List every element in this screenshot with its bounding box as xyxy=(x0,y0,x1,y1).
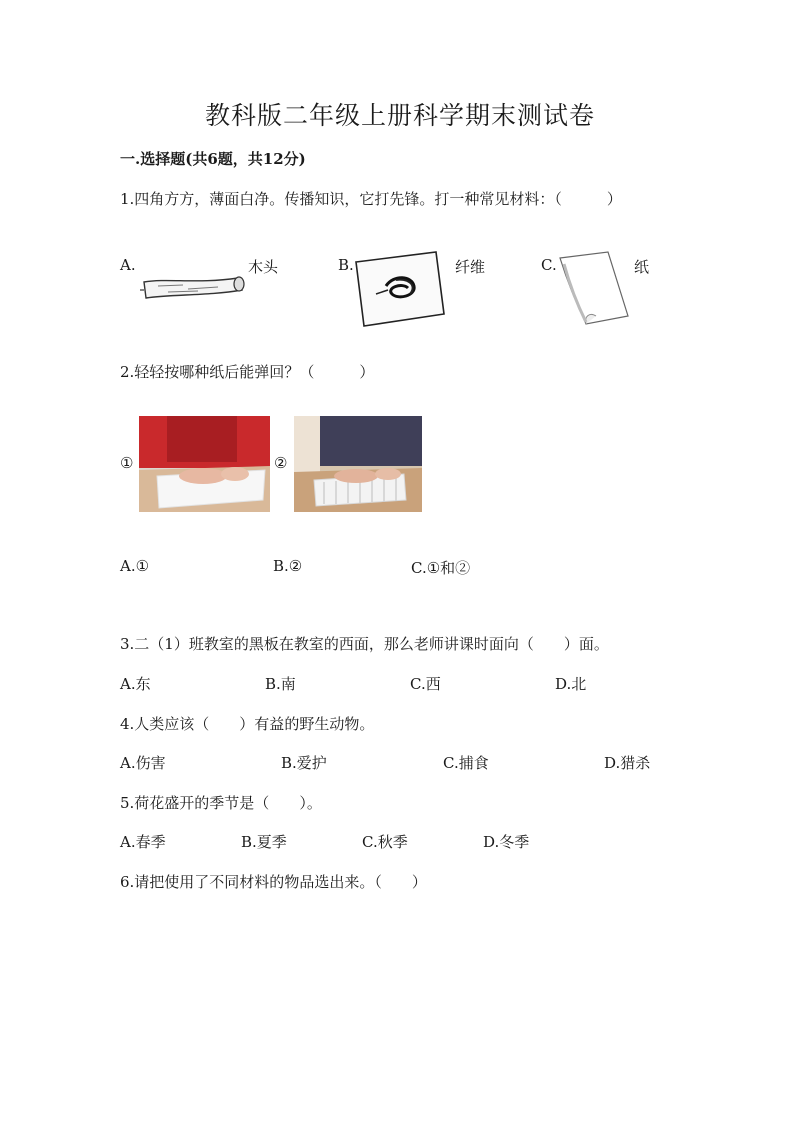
q1-option-b-label: 纤维 xyxy=(455,258,486,276)
wooden-log-image xyxy=(138,272,246,302)
question-5-text: 5.荷花盛开的季节是（ ）。 xyxy=(120,794,322,812)
section-heading: 一.选择题(共6题，共12分) xyxy=(120,150,306,168)
q1-option-b-letter: B. xyxy=(338,256,354,274)
q4-option-b: B.爱护 xyxy=(281,754,327,772)
q5-option-c: C.秋季 xyxy=(362,833,408,851)
q4-option-a: A.伤害 xyxy=(120,754,166,772)
q2-option-c: C.①和② xyxy=(411,559,471,577)
pressing-folded-paper-image xyxy=(294,416,422,512)
question-1-text: 1.四角方方，薄面白净。传播知识，它打先锋。打一种常见材料：（ ） xyxy=(120,190,622,208)
q1-option-c-label: 纸 xyxy=(634,258,650,276)
q1-option-a-letter: A. xyxy=(120,256,136,274)
q3-option-a: A.东 xyxy=(120,675,151,693)
paper-sheet-image xyxy=(556,250,632,326)
q3-option-c: C.西 xyxy=(410,675,441,693)
question-4-text: 4.人类应该（ ）有益的野生动物。 xyxy=(120,715,375,733)
fiber-swatch-image xyxy=(352,250,448,328)
q3-option-d: D.北 xyxy=(555,675,587,693)
q5-option-b: B.夏季 xyxy=(241,833,287,851)
q2-option-a: A.① xyxy=(120,557,150,575)
question-3-text: 3.二（1）班教室的黑板在教室的西面，那么老师讲课时面向（ ）面。 xyxy=(120,635,609,653)
question-6-text: 6.请把使用了不同材料的物品选出来。（ ） xyxy=(120,873,427,891)
pressing-flat-paper-image xyxy=(139,416,270,512)
figure-1-marker: ① xyxy=(120,454,134,472)
q1-option-c-letter: C. xyxy=(541,256,557,274)
q4-option-c: C.捕食 xyxy=(443,754,489,772)
q2-option-b: B.② xyxy=(273,557,303,575)
question-2-text: 2.轻轻按哪种纸后能弹回？（ ） xyxy=(120,363,375,381)
q4-option-d: D.猎杀 xyxy=(604,754,651,772)
q5-option-d: D.冬季 xyxy=(483,833,530,851)
q3-option-b: B.南 xyxy=(265,675,296,693)
figure-2-marker: ② xyxy=(274,454,288,472)
q1-option-a-label: 木头 xyxy=(248,258,279,276)
page-title: 教科版二年级上册科学期末测试卷 xyxy=(204,101,595,130)
q5-option-a: A.春季 xyxy=(120,833,166,851)
